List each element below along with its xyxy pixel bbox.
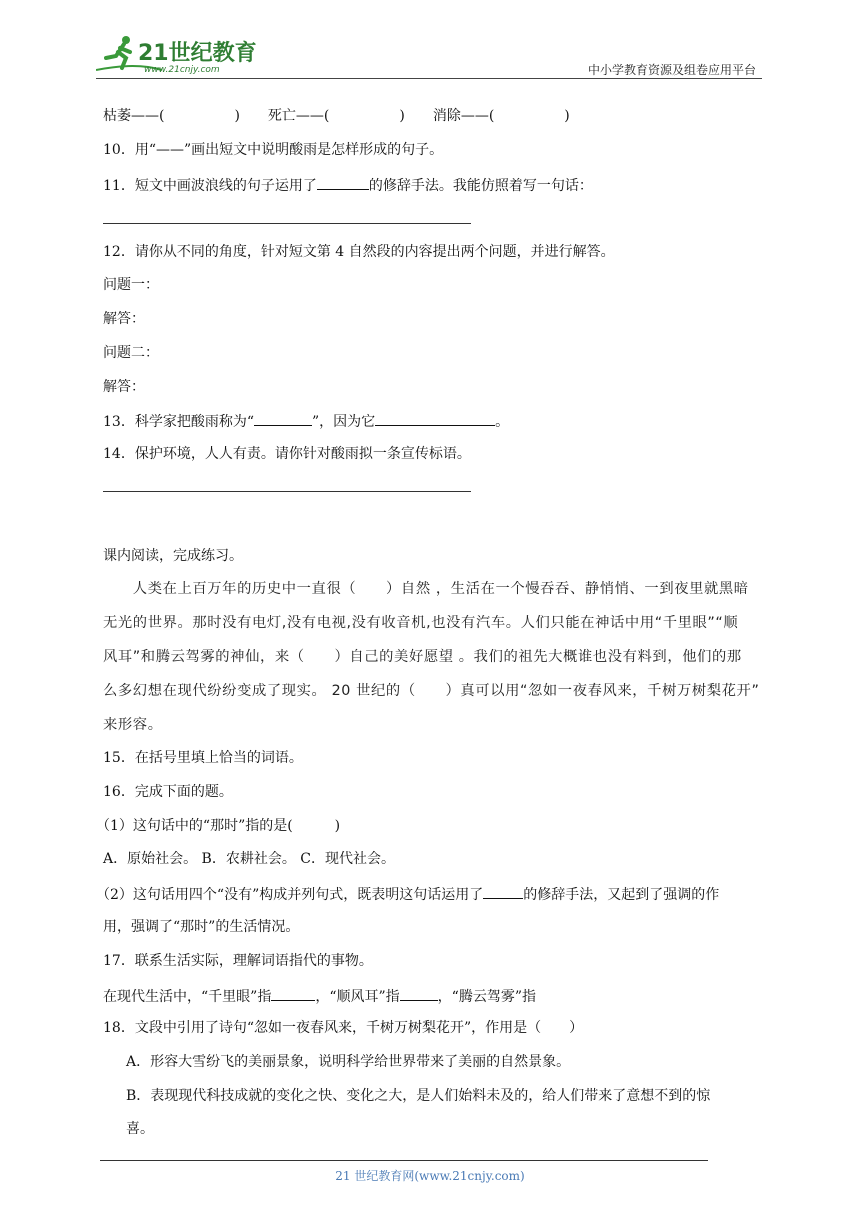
passage-line: 么多幻想在现代纷纷变成了现实。 20 世纪的（ ）真可以用“忽如一夜春风来，千树万树梨花开” [103,683,760,699]
question-17: 17．联系生活实际，理解词语指代的事物。 [103,953,373,969]
question-15: 15．在括号里填上恰当的词语。 [103,750,303,766]
svg-text:21世纪教育: 21世纪教育 [138,41,257,66]
answer-blank [400,985,438,1001]
answer-line [103,491,471,492]
footer-text: 21 世纪教育网(www.21cnjy.com) [335,1169,525,1183]
svg-text:www.21cnjy.com: www.21cnjy.com [144,65,220,75]
header-divider [96,78,762,79]
option-b: B．表现现代科技成就的变化之快、变化之大，是人们始料未及的，给人们带来了意想不到的惊 [126,1088,711,1104]
passage-line: 来形容。 [103,717,163,733]
answer-blank [254,410,312,426]
question-10: 10．用“——”画出短文中说明酸雨是怎样形成的句子。 [103,142,444,158]
question-16-options: A．原始社会。 B．农耕社会。 C．现代社会。 [103,851,396,867]
answer-1-label: 解答： [103,311,145,327]
option-b-cont: 喜。 [126,1121,154,1137]
question-16-1: （1）这句话中的“那时”指的是( ) [96,818,341,834]
question-11: 11．短文中画波浪线的句子运用了 的修辞手法。我能仿照着写一句话： [103,174,593,196]
answer-blank [483,883,523,899]
question-14: 14．保护环境，人人有责。请你针对酸雨拟一条宣传标语。 [103,446,471,462]
question-18: 18．文段中引用了诗句“忽如一夜春风来，千树万树梨花开”，作用是（ ） [103,1020,584,1036]
answer-blank [375,410,495,426]
section-heading: 课内阅读，完成练习。 [103,548,243,564]
site-logo [96,32,266,76]
question-13: 13．科学家把酸雨称为“ ”，因为它 。 [103,410,509,432]
question-16-2: （2）这句话用四个“没有”构成并列句式，既表明这句话运用了 的修辞手法，又起到了强调的作 [96,883,719,905]
passage-line: 风耳”和腾云驾雾的神仙，来（ ）自己的美好愿望 。我们的祖先大概谁也没有料到，他们的那 [103,649,742,665]
answer-2-label: 解答： [103,379,145,395]
question-16: 16．完成下面的题。 [103,784,233,800]
platform-name: 中小学教育资源及组卷应用平台 [587,63,756,77]
word-antonyms: 枯萎——( ) 死亡——( ) 消除——( ) [103,108,570,124]
answer-blank [317,174,369,190]
question-17-blanks: 在现代生活中，“千里眼”指 ，“顺风耳”指 ，“腾云驾雾”指 [103,985,536,1007]
question-1-label: 问题一： [103,277,159,293]
footer-divider [100,1160,708,1161]
passage-line: 人类在上百万年的历史中一直很（ ）自然 ，生活在一个慢吞吞、静悄悄、一到夜里就黑暗 [103,581,749,597]
question-12: 12．请你从不同的角度，针对短文第 4 自然段的内容提出两个问题，并进行解答。 [103,244,615,260]
answer-line [103,223,471,224]
passage-line: 无光的世界。那时没有电灯,没有电视,没有收音机,也没有汽车。人们只能在神话中用“千里眼”“顺 [103,615,739,631]
question-2-label: 问题二： [103,345,159,361]
answer-blank [271,985,315,1001]
question-16-2-cont: 用，强调了“那时”的生活情况。 [103,919,300,935]
option-a: A．形容大雪纷飞的美丽景象，说明科学给世界带来了美丽的自然景象。 [126,1054,571,1070]
page-header [96,28,762,80]
